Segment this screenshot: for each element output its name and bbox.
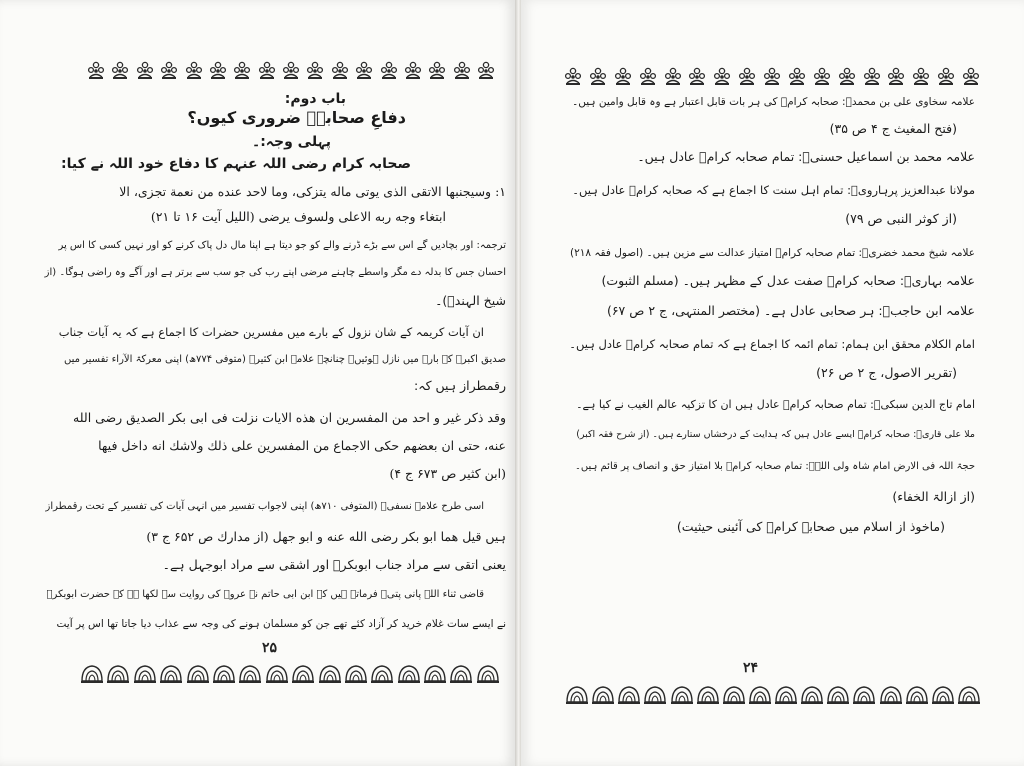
chapter-label: باب دوم:: [284, 91, 346, 107]
scallop-ornament-icon: [696, 684, 720, 706]
scholar-quote-line: ملا علی قاریؒ: صحابہ کرامؓ ایسے عادل ہیں کہ ہدایت کے درخشاں ستارے ہیں۔ (از شرح فقہ اکبر): [576, 429, 975, 440]
scallop-ornament-icon: [370, 663, 394, 685]
bottom-ornament-border-right: [565, 683, 981, 707]
source-note: (ماخوذ از اسلام میں صحابہ کرامؓ کی آئینی حیثیت): [676, 519, 945, 534]
scallop-ornament-icon: [397, 663, 421, 685]
citation-line: (فتح المغیث ج ۴ ص ۳۵): [829, 121, 957, 136]
scallop-ornament-icon: [617, 684, 641, 706]
quran-verse-line: ابتغاء وجه ربه الاعلى ولسوف يرضى (الليل آيت ۱۶ تا ۲۱): [150, 209, 446, 224]
scallop-ornament-icon: [106, 663, 130, 685]
paragraph-line: رقمطراز ہیں کہ:: [414, 378, 506, 393]
translation-line: احسان جس کا بدلہ دے مگر واسطے چاہنے مرضی اپنے رب کی جو سب سے برتر ہے اور آگے وہ راضی ہوگا۔ (از: [44, 267, 506, 278]
scallop-ornament-icon: [879, 684, 903, 706]
scholar-quote-line: علامہ بہاریؒ: صحابہ کرامؓ صفت عدل کے مظہر ہیں۔ (مسلم الثبوت): [601, 273, 975, 288]
scallop-ornament-icon: [852, 684, 876, 706]
citation-line: (از کوثر النبی ص ۷۹): [845, 211, 957, 226]
scallop-ornament-icon: [238, 663, 262, 685]
translation-line: ترجمہ: اور بچادیں گے اس سے بڑے ڈرنے والے کو جو دیتا ہے اپنا مال دل پاک کرنے کو اور نہیں کسی کا اس پر: [58, 240, 506, 251]
citation-line: (ابن كثير ص ۶۷۳ ج ۴): [389, 466, 506, 481]
scallop-ornament-icon: [800, 684, 824, 706]
scallop-ornament-icon: [344, 663, 368, 685]
scallop-ornament-icon: [748, 684, 772, 706]
paragraph-line: ہیں قيل هما ابو بكر رضى الله عنه و ابو جهل (از مدارك ص ۶۵۲ ج ۳): [146, 529, 506, 544]
scallop-ornament-icon: [80, 663, 104, 685]
arabic-quote-line: وقد ذكر غير و احد من المفسرين ان هذه الايات نزلت فى ابى بكر الصديق رضى الله: [73, 410, 506, 425]
scholar-quote-line: علامہ سخاوی علی بن محمدؒ: صحابہ کرامؓ کی ہر بات قابل اعتبار ہے وہ قابل وامین ہیں۔: [572, 96, 975, 108]
paragraph-line: اسی طرح علامہ نسفیؒ (المتوفی ۷۱۰ھ) اپنی لاجواب تفسیر میں انہی آیات کی تفسیر کے تحت رقمطراز: [45, 501, 484, 512]
first-reason-heading: پہلی وجہ:۔: [251, 134, 331, 150]
paragraph-line: نے ایسے سات غلام خرید کر آزاد کئے تھے جن کو مسلمان ہونے کی وجہ سے عذاب دیا جاتا تھا اس پر آیت: [56, 618, 506, 630]
scallop-ornament-icon: [774, 684, 798, 706]
citation-line: (تقریر الاصول، ج ۲ ص ۲۶): [816, 365, 957, 380]
scallop-ornament-icon: [449, 663, 473, 685]
scallop-ornament-icon: [265, 663, 289, 685]
paragraph-line: یعنی اتقی سے مراد جناب ابوبکرؓ اور اشقی سے مراد ابوجہل ہے۔: [162, 557, 506, 572]
scholar-quote-line: امام الکلام محقق ابن ہمام: تمام ائمہ کا اجماع ہے کہ تمام صحابہ کرامؓ عادل ہیں۔: [569, 337, 975, 351]
paragraph-line: قاضی ثناء اللہ پانی پتیؒ فرماتے ہیں کہ ابن ابی حاتم نے عروہ کی روایت سے لکھا ہے کہ حضرت ابوبکرؓ: [46, 589, 484, 600]
scallop-ornament-icon: [212, 663, 236, 685]
arabic-quote-line: عنه، حتى ان بعضهم حكى الاجماع من المفسرين على ذلك ولاشك انه داخل فيها: [98, 438, 506, 453]
scholar-quote-line: حجۃ اللہ فی الارض امام شاہ ولی اللہؒ: تمام صحابہ کرامؓ بلا امتیاز حق و انصاف پر قائم ہیں۔: [575, 461, 975, 472]
scallop-ornament-icon: [291, 663, 315, 685]
scallop-ornament-icon: [423, 663, 447, 685]
scholar-quote-line: علامہ شیخ محمد خضریؒ: تمام صحابہ کرامؓ امتیاز عدالت سے مزین ہیں۔ (اصول فقہ ۲۱۸): [570, 247, 975, 259]
right-page: [521, 0, 1024, 766]
scallop-ornament-icon: [159, 663, 183, 685]
scallop-ornament-icon: [826, 684, 850, 706]
bottom-ornament-border-left: [80, 662, 500, 686]
paragraph-line: ان آیات کریمہ کے شان نزول کے بارے میں مفسرین حضرات کا اجماع ہے کہ یہ آیات جناب: [58, 325, 484, 339]
chapter-title: دفاعِ صحابہؓ ضروری کیوں؟: [187, 108, 406, 127]
scallop-ornament-icon: [670, 684, 694, 706]
page-number-left: ۲۵: [262, 640, 278, 656]
scallop-ornament-icon: [186, 663, 210, 685]
scallop-ornament-icon: [318, 663, 342, 685]
scholar-quote-line: علامہ ابن حاجبؒ: ہر صحابی عادل ہے۔ (مختصر المنتہی، ج ۲ ص ۶۷): [606, 303, 975, 318]
scholar-quote-line: امام تاج الدین سبکیؒ: تمام صحابہ کرامؓ عادل ہیں ان کا تزکیہ عالم الغیب نے کیا ہے۔: [576, 398, 975, 411]
right-page-text: [565, 0, 975, 766]
scallop-ornament-icon: [133, 663, 157, 685]
paragraph-line: صدیق اکبرؓ کے بارے میں نازل ہوئیں۔ چنانچہ علامہ ابن کثیرؒ (متوفی ۷۷۴ھ) اپنی معرکۃ الآراء تفسیر میں: [63, 354, 506, 365]
scholar-quote-line: علامہ محمد بن اسماعیل حسنیؒ: تمام صحابہ کرامؓ عادل ہیں۔: [637, 149, 975, 164]
scallop-ornament-icon: [476, 663, 500, 685]
citation-line: (از ازالۃ الخفاء): [892, 489, 975, 504]
translation-line: شیخ الہندؒ)۔: [435, 293, 506, 308]
scallop-ornament-icon: [957, 684, 981, 706]
scallop-ornament-icon: [931, 684, 955, 706]
scallop-ornament-icon: [643, 684, 667, 706]
scallop-ornament-icon: [565, 684, 589, 706]
scholar-quote-line: مولانا عبدالعزیز پرہارویؒ: تمام اہل سنت کا اجماع ہے کہ صحابہ کرامؓ عادل ہیں۔: [572, 183, 975, 197]
page-number-right: ۲۴: [743, 660, 759, 676]
scallop-ornament-icon: [905, 684, 929, 706]
section-subtitle: صحابہ کرام رضی اللہ عنہم کا دفاع خود اللہ نے کیا:: [61, 156, 411, 172]
scallop-ornament-icon: [722, 684, 746, 706]
scallop-ornament-icon: [591, 684, 615, 706]
quran-verse-line: ۱: وسيجنبها الاتقى الذى يوتى ماله يتزكى، وما لاحد عنده من نعمة تجزى، الا: [119, 184, 506, 199]
